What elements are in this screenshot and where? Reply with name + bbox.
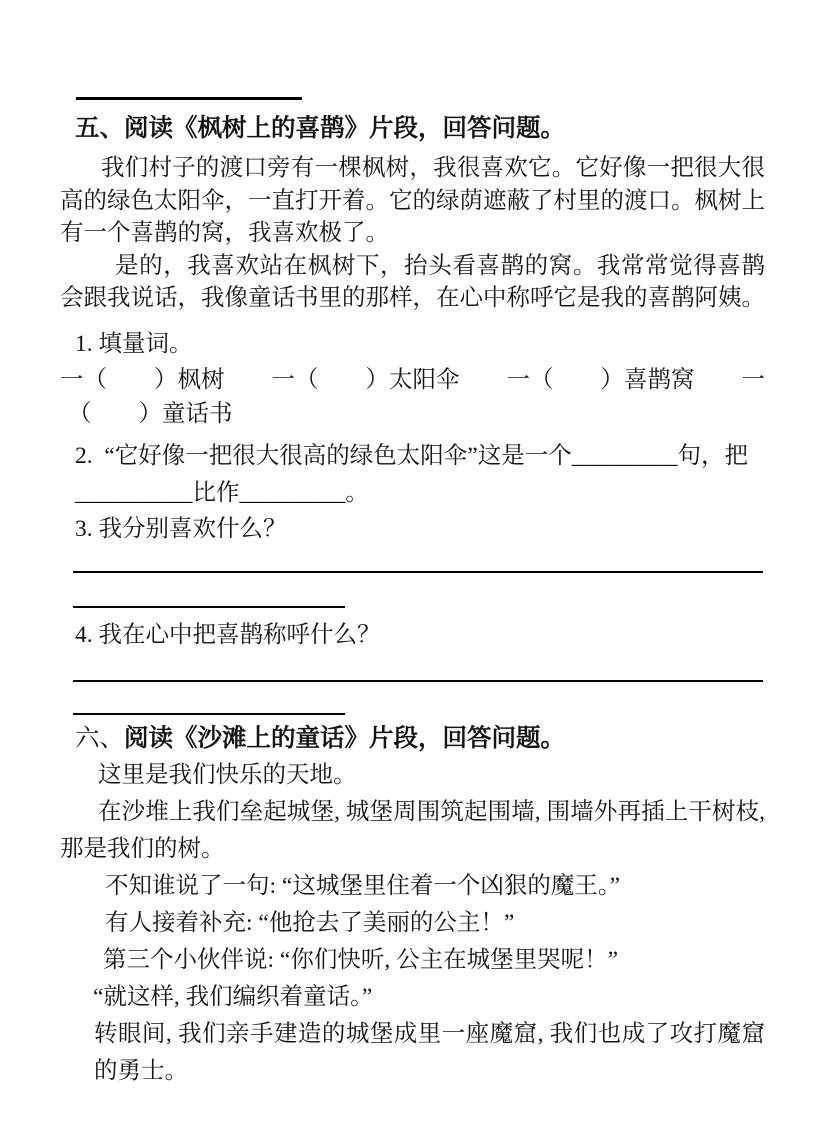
question-1-label: 1. 填量词。: [75, 330, 193, 357]
quantifier-blank-nest: 一（ ）喜鹊窝: [506, 366, 695, 393]
question-2-line-1: 2. “它好像一把很大很高的绿色太阳伞”这是一个_________句，把: [75, 442, 748, 469]
quantifier-blank-maple: 一（ ）枫树: [60, 366, 225, 393]
question-4-label: 4. 我在心中把喜鹊称呼什么？: [75, 621, 381, 648]
question-2: [75, 438, 765, 512]
question-3-label: 3. 我分别喜欢什么？: [75, 515, 287, 542]
quantifier-blank-umbrella: 一（ ）太阳伞: [271, 366, 460, 393]
section-six-title: 阅读《沙滩上的童话》片段，回答问题。: [124, 724, 565, 752]
passage-six-paragraph-7: 转眼间, 我们亲手建造的城堡成里一座魔窟, 我们也成了攻打魔窟的勇士。: [94, 1020, 765, 1084]
question-1-blanks-row: [60, 365, 765, 396]
passage-five-paragraph-2: 是的，我喜欢站在枫树下，抬头看喜鹊的窝。我常常觉得喜鹊会跟我说话，我像童话书里的那样，在心中称呼它是我的喜鹊阿姨。: [60, 252, 765, 311]
answer-blank-line: [73, 680, 763, 682]
passage-six-paragraph-6: “就这样, 我们编织着童话。”: [93, 983, 373, 1010]
passage-six-paragraph-2: 在沙堆上我们垒起城堡, 城堡周围筑起围墙, 围墙外再插上干树枝, 那是我们的树。: [60, 798, 771, 862]
quantifier-blank-trailing: 一: [741, 366, 765, 393]
passage-six-paragraph-3: 不知谁说了一句: “这城堡里住着一个凶狠的魔王。”: [105, 872, 621, 899]
passage-six-paragraph-1: 这里是我们快乐的天地。: [98, 761, 357, 788]
section-five-number: 五、: [75, 115, 124, 142]
answer-blank-line-top: [76, 97, 302, 100]
section-five-heading: [75, 114, 765, 144]
answer-blank-line: [73, 713, 345, 715]
question-2-line-2: __________比作_________。: [75, 479, 369, 506]
section-five-title: 阅读《枫树上的喜鹊》片段，回答问题。: [124, 115, 565, 142]
answer-blank-line: [73, 606, 345, 608]
section-six-heading: [75, 724, 765, 754]
passage-six-paragraph-4: 有人接着补充: “他抢去了美丽的公主！”: [105, 909, 515, 936]
section-six-number: 六、: [75, 724, 124, 752]
quantifier-blank-storybook: （ ）童话书: [68, 400, 233, 427]
passage-six-paragraph-5: 第三个小伙伴说: “你们快听, 公主在城堡里哭呢！”: [103, 946, 619, 973]
answer-blank-line: [73, 571, 763, 573]
passage-five-paragraph-1: 我们村子的渡口旁有一棵枫树，我很喜欢它。它好像一把很大很高的绿色太阳伞，一直打开着。它的绿荫遮蔽了村里的渡口。枫树上有一个喜鹊的窝，我喜欢极了。: [60, 155, 765, 246]
